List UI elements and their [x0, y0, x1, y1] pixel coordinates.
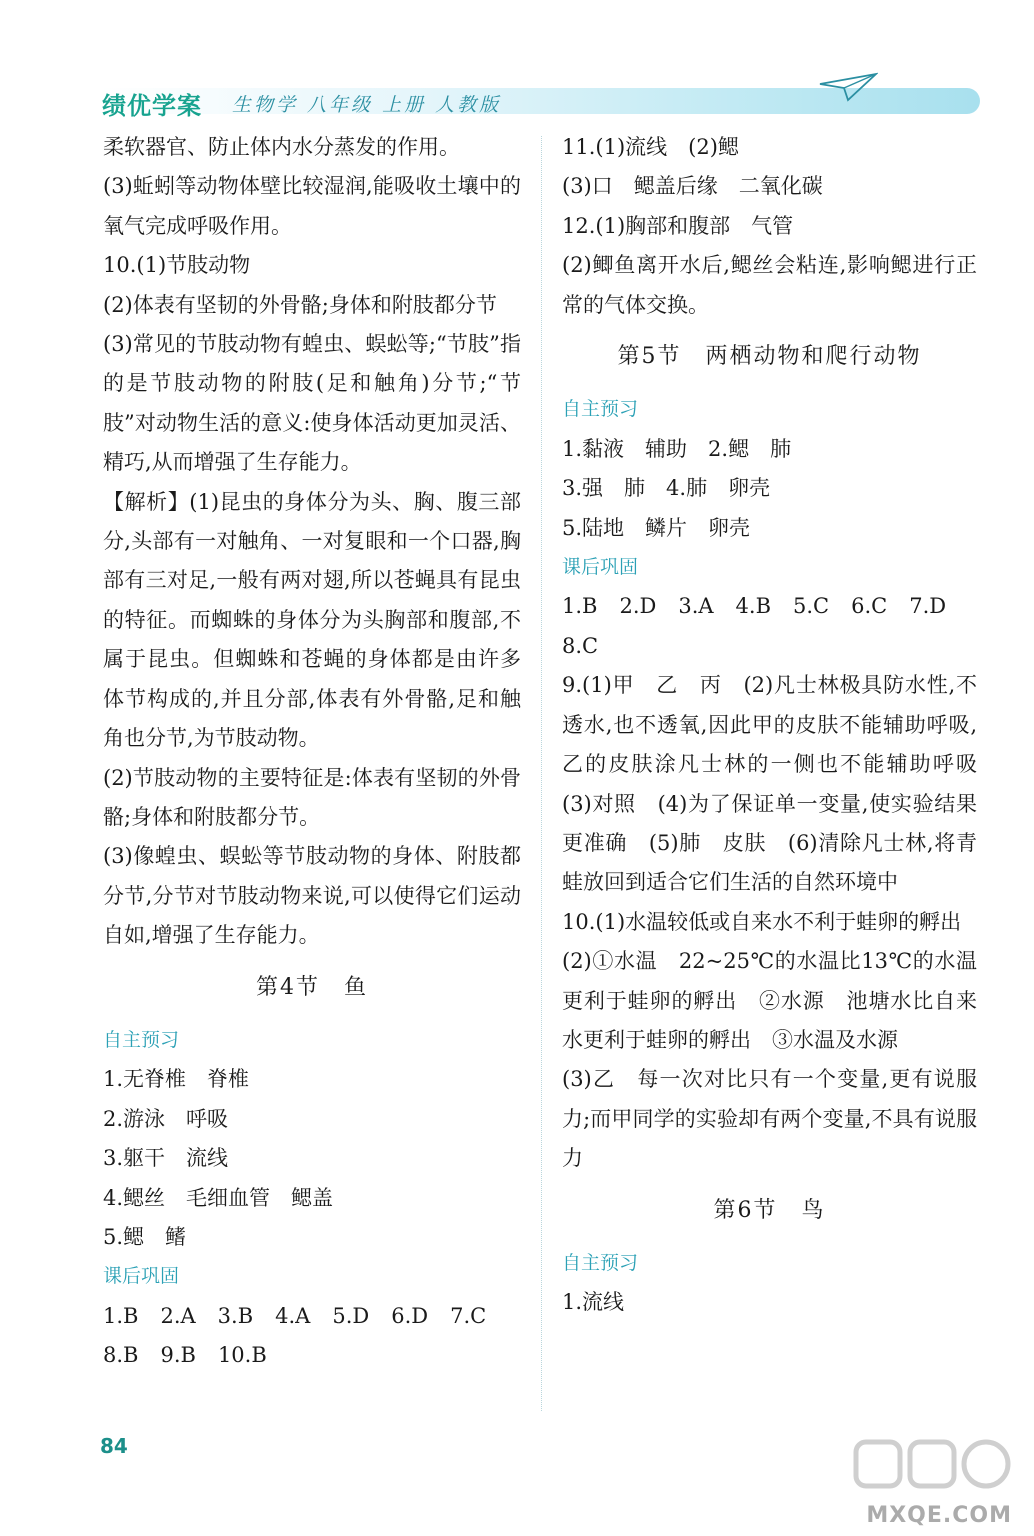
answer-choice: 8.C — [562, 633, 599, 658]
review-answers-row — [103, 1297, 521, 1336]
answer-choice: 6.D — [391, 1303, 429, 1328]
preview-label: 自主预习 — [103, 1028, 180, 1051]
answer-line: (3)蚯蚓等动物体壁比较湿润,能吸收土壤中的氧气完成呼吸作用。 — [103, 174, 521, 238]
answer-choice: 2.A — [160, 1303, 196, 1328]
answer-paragraph: (2)①水温 22~25℃的水温比13℃的水温更利于蛙卵的孵出 ②水源 池塘水比自来水更利于蛙卵的孵出 ③水温及水源 — [562, 949, 977, 1052]
answer-line: (3)像蝗虫、蜈蚣等节肢动物的身体、附肢都分节,分节对节肢动物来说,可以使得它们运动自如,增强了生存能力。 — [103, 844, 521, 948]
preview-item: 3.躯干 流线 — [103, 1146, 229, 1171]
watermark-text: MXQE.COM — [866, 1503, 1012, 1528]
answer-choice: 3.B — [217, 1303, 254, 1328]
answer-choice: 8.B — [103, 1343, 139, 1368]
answer-choice: 2.D — [619, 594, 657, 619]
answer-line: 柔软器官、防止体内水分蒸发的作用。 — [103, 135, 460, 159]
answer-choice: 6.C — [851, 594, 888, 619]
answer-choice: 3.A — [678, 594, 714, 619]
answer-line: (2)鲫鱼离开水后,鳃丝会粘连,影响鳃进行正常的气体交换。 — [562, 253, 977, 317]
preview-item: 5.陆地 鳞片 卵壳 — [562, 515, 751, 540]
book-subtitle: 生物学 八年级 上册 人教版 — [232, 94, 502, 116]
review-answers-row — [562, 587, 977, 626]
answer-line: (3)口 鳃盖后缘 二氧化碳 — [562, 174, 823, 199]
answer-choice: 7.C — [450, 1303, 487, 1328]
answer-paragraph: (3)乙 每一次对比只有一个变量,更有说服力;而甲同学的实验却有两个变量,不具有说服力 — [562, 1067, 977, 1171]
review-answers-row — [103, 1336, 521, 1375]
answer-choice: 9.B — [160, 1343, 196, 1368]
analysis-paragraph: 【解析】(1)昆虫的身体分为头、胸、腹三部分,头部有一对触角、一对复眼和一个口器,胸部有三对足,一般有两对翅,所以苍蝇具有昆虫的特征。而蜘蛛的身体分为头胸部和腹部,不属于昆虫。但蜘蛛和苍蝇的身体都是由许多体节构成的,并且分部,体表有外骨骼,足和触角也分节,为节肢动物。 — [103, 489, 521, 751]
paper-plane-icon — [818, 70, 878, 104]
column-divider — [541, 136, 542, 1411]
answer-choice: 4.A — [275, 1303, 311, 1328]
page-header — [100, 70, 980, 120]
answer-line: 10.(1)节肢动物 — [103, 253, 251, 278]
preview-item: 1.流线 — [562, 1290, 625, 1315]
section-title: 第6节 鸟 — [713, 1197, 826, 1223]
answer-line: 12.(1)胸部和腹部 气管 — [562, 213, 794, 238]
right-column — [562, 128, 998, 1323]
answer-choice: 1.B — [562, 594, 598, 619]
answer-choice: 4.B — [735, 594, 772, 619]
preview-label: 自主预习 — [562, 398, 639, 421]
preview-item: 1.无脊椎 脊椎 — [103, 1067, 250, 1092]
answer-choice: 1.B — [103, 1303, 139, 1328]
left-column — [103, 128, 521, 1376]
page-number: 84 — [100, 1434, 128, 1458]
answer-line: 11.(1)流线 (2)鳃 — [562, 135, 739, 159]
answer-choice: 5.C — [793, 594, 830, 619]
preview-label: 自主预习 — [562, 1251, 639, 1274]
review-answers-row — [562, 627, 977, 666]
review-label: 课后巩固 — [562, 556, 639, 579]
section-title: 第4节 鱼 — [256, 974, 368, 1000]
preview-item: 5.鳃 鳍 — [103, 1224, 187, 1249]
answer-choice: 5.D — [332, 1303, 370, 1328]
brand-logo: 绩优学案 — [102, 92, 202, 120]
answer-paragraph: 9.(1)甲 乙 丙 (2)凡士林极具防水性,不透水,也不透氧,因此甲的皮肤不能辅助呼吸,乙的皮肤涂凡士林的一侧也不能辅助呼吸 (3)对照 (4)为了保证单一变量,使实验结果更准确 (5)肺 皮肤 (6)清除凡士林,将青蛙放回到适合它们生活的自然环境中 — [562, 673, 998, 895]
review-label: 课后巩固 — [103, 1265, 180, 1288]
preview-item: 3.强 肺 4.肺 卵壳 — [562, 476, 771, 501]
section-title: 第5节 两栖动物和爬行动物 — [617, 344, 922, 370]
answer-line: (2)体表有坚韧的外骨骼;身体和附肢都分节 — [103, 292, 497, 317]
answer-choice: 7.D — [909, 594, 947, 619]
answer-line: (2)节肢动物的主要特征是:体表有坚韧的外骨骼;身体和附肢都分节。 — [103, 765, 521, 829]
preview-item: 4.鳃丝 毛细血管 鳃盖 — [103, 1185, 334, 1210]
answer-line: (3)常见的节肢动物有蝗虫、蜈蚣等;“节肢”指的是节肢动物的附肢(足和触角)分节;“节肢”对动物生活的意义:使身体活动更加灵活、精巧,从而增强了生存能力。 — [103, 332, 521, 475]
preview-item: 2.游泳 呼吸 — [103, 1106, 229, 1131]
preview-item: 1.黏液 辅助 2.鳃 肺 — [562, 436, 792, 461]
answer-line: 10.(1)水温较低或自来水不利于蛙卵的孵出 — [562, 909, 962, 934]
answer-choice: 10.B — [217, 1343, 267, 1368]
